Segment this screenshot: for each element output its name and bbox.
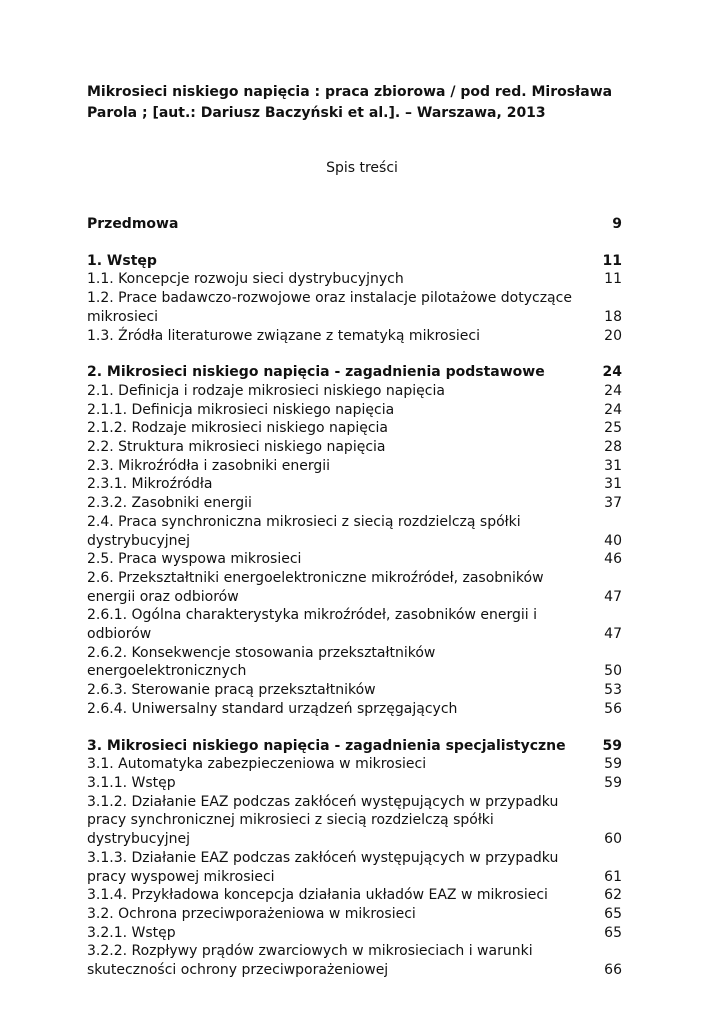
toc-section xyxy=(87,737,622,980)
toc-entry-title: 2.2. Struktura mikrosieci niskiego napięcia xyxy=(87,439,386,456)
toc-entry-page: 47 xyxy=(604,588,622,605)
toc-entry xyxy=(87,755,622,774)
toc-entry-title: 2.1.2. Rodzaje mikrosieci niskiego napięcia xyxy=(87,420,389,437)
table-of-contents xyxy=(87,215,622,980)
toc-entry-page: 59 xyxy=(604,774,622,791)
toc-entry-title: 3.1. Automatyka zabezpieczeniowa w mikrosieci xyxy=(87,756,427,773)
toc-entry-title: 3.2.1. Wstęp xyxy=(87,924,176,941)
toc-entry-title: Przedmowa xyxy=(87,216,179,232)
toc-entry-title: 1.2. Prace badawczo-rozwojowe oraz instalacje pilotażowe dotyczące mikrosieci xyxy=(87,290,572,325)
toc-entry-page: 24 xyxy=(602,364,622,381)
toc-entry-page: 24 xyxy=(604,401,622,418)
toc-entry-title: 2.6.4. Uniwersalny standard urządzeń sprzęgających xyxy=(87,700,458,717)
toc-entry-page: 66 xyxy=(604,962,622,979)
toc-entry-title: 2. Mikrosieci niskiego napięcia - zagadnienia podstawowe xyxy=(87,364,545,381)
toc-entry-page: 61 xyxy=(604,868,622,885)
toc-entry xyxy=(87,457,622,476)
toc-entry xyxy=(87,606,622,643)
toc-entry xyxy=(87,924,622,943)
toc-entry-page: 59 xyxy=(602,737,622,754)
toc-entry xyxy=(87,382,622,401)
toc-entry-page: 65 xyxy=(604,924,622,941)
toc-entry-title: 1. Wstęp xyxy=(87,252,157,269)
toc-entry xyxy=(87,681,622,700)
toc-entry-title: 2.3. Mikroźródła i zasobniki energii xyxy=(87,457,331,474)
toc-entry-title: 3.1.1. Wstęp xyxy=(87,774,176,791)
toc-entry xyxy=(87,942,622,979)
toc-entry-page: 9 xyxy=(612,216,622,232)
toc-entry-page: 47 xyxy=(604,626,622,643)
toc-entry xyxy=(87,401,622,420)
toc-entry-page: 46 xyxy=(604,551,622,568)
toc-entry-page: 65 xyxy=(604,905,622,922)
toc-chapter-entry xyxy=(87,363,622,382)
toc-entry xyxy=(87,327,622,346)
toc-entry-title: 3.1.2. Działanie EAZ podczas zakłóceń występujących w przypadku pracy synchronicznej mikrosieci z siecią rozdzielczą spółki dystrybucyjnej xyxy=(87,793,559,848)
toc-entry-title: 1.3. Źródła literaturowe związane z tematyką mikrosieci xyxy=(87,327,480,344)
toc-entry-page: 24 xyxy=(604,382,622,399)
toc-entry-title: 3.1.3. Działanie EAZ podczas zakłóceń występujących w przypadku pracy wyspowej mikrosieci xyxy=(87,849,559,885)
toc-entry xyxy=(87,270,622,289)
toc-entry-page: 28 xyxy=(604,439,622,456)
toc-entry xyxy=(87,289,622,326)
toc-entry xyxy=(87,849,622,886)
toc-entry-title: 2.5. Praca wyspowa mikrosieci xyxy=(87,551,302,568)
toc-entry-title: 2.1.1. Definicja mikrosieci niskiego napięcia xyxy=(87,401,395,418)
toc-entry-title: 2.4. Praca synchroniczna mikrosieci z siecią rozdzielczą spółki dystrybucyjnej xyxy=(87,513,521,549)
toc-entry-title: 2.1. Definicja i rodzaje mikrosieci niskiego napięcia xyxy=(87,382,445,399)
toc-entry-title: 2.6.3. Sterowanie pracą przekształtników xyxy=(87,682,376,699)
toc-entry-title: 2.6.1. Ogólna charakterystyka mikroźródeł, zasobników energii i odbiorów xyxy=(87,607,537,643)
header-line-1: Mikrosieci niskiego napięcia : praca zbiorowa / pod red. Mirosława xyxy=(87,84,613,100)
toc-entry-page: 11 xyxy=(604,271,622,288)
toc-entry xyxy=(87,494,622,513)
toc-entry-title: 3.1.4. Przykładowa koncepcja działania układów EAZ w mikrosieci xyxy=(87,887,548,904)
toc-entry-page: 18 xyxy=(604,308,622,325)
toc-entry-page: 37 xyxy=(604,495,622,512)
header-line-2: Parola ; [aut.: Dariusz Baczyński et al.]. – Warszawa, 2013 xyxy=(87,105,546,121)
toc-entry xyxy=(87,644,622,681)
toc-entry-title: 2.6.2. Konsekwencje stosowania przekształtników energoelektronicznych xyxy=(87,644,436,680)
toc-section xyxy=(87,215,622,234)
toc-entry-title: 1.1. Koncepcje rozwoju sieci dystrybucyjnych xyxy=(87,271,404,288)
toc-entry xyxy=(87,419,622,438)
toc-section xyxy=(87,252,622,346)
toc-title: Spis treści xyxy=(326,160,398,176)
toc-entry-title: 3.2.2. Rozpływy prądów zwarciowych w mikrosieciach i warunki skuteczności ochrony przeciwporażeniowej xyxy=(87,943,533,979)
toc-entry xyxy=(87,569,622,606)
toc-entry-page: 31 xyxy=(604,476,622,493)
toc-entry-page: 11 xyxy=(602,252,622,269)
toc-entry xyxy=(87,886,622,905)
toc-entry-title: 2.3.2. Zasobniki energii xyxy=(87,495,252,512)
toc-chapter-entry xyxy=(87,737,622,756)
toc-chapter-entry xyxy=(87,215,622,234)
toc-entry xyxy=(87,475,622,494)
toc-entry-title: 3. Mikrosieci niskiego napięcia - zagadnienia specjalistyczne xyxy=(87,737,566,754)
toc-chapter-entry xyxy=(87,252,622,271)
toc-section xyxy=(87,363,622,718)
toc-entry-page: 20 xyxy=(604,327,622,344)
toc-entry-page: 50 xyxy=(604,663,622,680)
toc-entry xyxy=(87,513,622,550)
toc-entry xyxy=(87,905,622,924)
toc-entry xyxy=(87,793,622,849)
toc-entry-page: 53 xyxy=(604,682,622,699)
toc-entry-page: 31 xyxy=(604,457,622,474)
toc-entry xyxy=(87,438,622,457)
toc-entry-page: 25 xyxy=(604,420,622,437)
toc-entry-page: 59 xyxy=(604,756,622,773)
bibliographic-header xyxy=(87,82,632,124)
toc-entry xyxy=(87,550,622,569)
toc-entry-page: 56 xyxy=(604,700,622,717)
toc-entry-page: 40 xyxy=(604,532,622,549)
toc-entry-title: 2.6. Przekształtniki energoelektroniczne mikroźródeł, zasobników energii oraz odbiorów xyxy=(87,569,544,605)
toc-entry-title: 3.2. Ochrona przeciwporażeniowa w mikrosieci xyxy=(87,905,416,922)
toc-entry-page: 60 xyxy=(604,831,622,848)
toc-entry-page: 62 xyxy=(604,887,622,904)
toc-entry xyxy=(87,774,622,793)
toc-entry xyxy=(87,700,622,719)
toc-entry-title: 2.3.1. Mikroźródła xyxy=(87,476,213,493)
